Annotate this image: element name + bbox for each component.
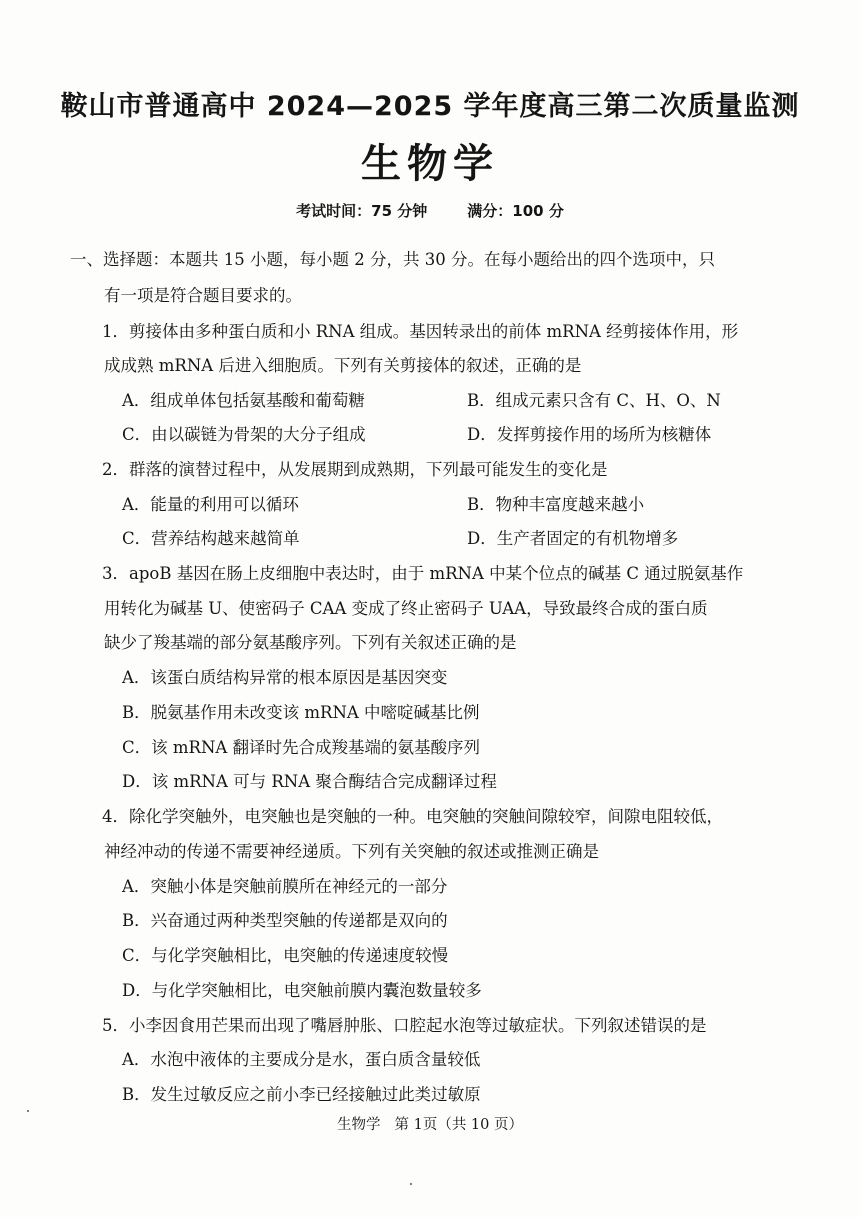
subject-title: 生物学 (361, 141, 499, 187)
question-4-stem-line2: 神经冲动的传递不需要神经递质。下列有关突触的叙述或推测正确是 (104, 842, 599, 861)
full-score: 满分：100 分 (467, 202, 564, 220)
question-2-stem-line1: 2．群落的演替过程中，从发展期到成熟期，下列最可能发生的变化是 (102, 460, 608, 479)
question-2-option-c: C．营养结构越来越简单 (122, 529, 300, 548)
question-5-option-b: B．发生过敏反应之前小李已经接触过此类过敏原 (122, 1085, 481, 1104)
question-5-option-a: A．水泡中液体的主要成分是水，蛋白质含量较低 (122, 1050, 481, 1069)
question-1-option-b: B．组成元素只含有 C、H、O、N (467, 391, 721, 410)
page-footer (0, 1113, 860, 1134)
exam-time: 考试时间：75 分钟 (296, 202, 428, 220)
scan-speck (410, 1183, 412, 1185)
question-3-stem-line1: 3．apoB 基因在肠上皮细胞中表达时，由于 mRNA 中某个位点的碱基 C 通过脱氨基作 (102, 564, 744, 583)
exam-title: 鞍山市普通高中 2024—2025 学年度高三第二次质量监测 (60, 91, 800, 122)
question-3-option-a: A．该蛋白质结构异常的根本原因是基因突变 (122, 668, 448, 687)
question-5-stem-line1: 5．小李因食用芒果而出现了嘴唇肿胀、口腔起水泡等过敏症状。下列叙述错误的是 (102, 1016, 707, 1035)
scan-speck (27, 1110, 29, 1112)
footer-subject: 生物学 (336, 1117, 381, 1133)
question-3-option-d: D．该 mRNA 可与 RNA 聚合酶结合完成翻译过程 (122, 772, 497, 791)
question-2-option-a: A．能量的利用可以循环 (122, 495, 299, 514)
footer-page-number: 第 1页（共 10 页） (394, 1117, 523, 1133)
question-1-option-a: A．组成单体包括氨基酸和葡萄糖 (122, 391, 365, 410)
section-title-line2: 有一项是符合题目要求的。 (104, 286, 302, 305)
section-title-line1: 一、选择题：本题共 15 小题，每小题 2 分，共 30 分。在每小题给出的四个选项中，只 (70, 250, 715, 269)
question-4-option-d: D．与化学突触相比，电突触前膜内囊泡数量较多 (122, 981, 482, 1000)
exam-info (0, 200, 860, 221)
question-1-stem-line1: 1．剪接体由多种蛋白质和小 RNA 组成。基因转录出的前体 mRNA 经剪接体作用，形 (102, 322, 739, 341)
question-4-option-a: A．突触小体是突触前膜所在神经元的一部分 (122, 877, 448, 896)
question-1-option-c: C．由以碳链为骨架的大分子组成 (122, 425, 366, 444)
question-2-option-d: D．生产者固定的有机物增多 (467, 529, 679, 548)
question-4-option-c: C．与化学突触相比，电突触的传递速度较慢 (122, 946, 449, 965)
question-3-option-c: C．该 mRNA 翻译时先合成羧基端的氨基酸序列 (122, 738, 481, 757)
question-1-option-d: D．发挥剪接作用的场所为核糖体 (467, 425, 712, 444)
question-3-stem-line3: 缺少了羧基端的部分氨基酸序列。下列有关叙述正确的是 (104, 633, 517, 652)
question-4-option-b: B．兴奋通过两种类型突触的传递都是双向的 (122, 911, 448, 930)
question-2-option-b: B．物种丰富度越来越小 (467, 495, 645, 514)
question-4-stem-line1: 4．除化学突触外，电突触也是突触的一种。电突触的突触间隙较窄，间隙电阻较低， (102, 807, 723, 826)
question-1-stem-line2: 成成熟 mRNA 后进入细胞质。下列有关剪接体的叙述，正确的是 (104, 356, 582, 375)
question-3-stem-line2: 用转化为碱基 U、使密码子 CAA 变成了终止密码子 UAA，导致最终合成的蛋白质 (104, 599, 708, 618)
question-3-option-b: B．脱氨基作用未改变该 mRNA 中嘧啶碱基比例 (122, 703, 480, 722)
